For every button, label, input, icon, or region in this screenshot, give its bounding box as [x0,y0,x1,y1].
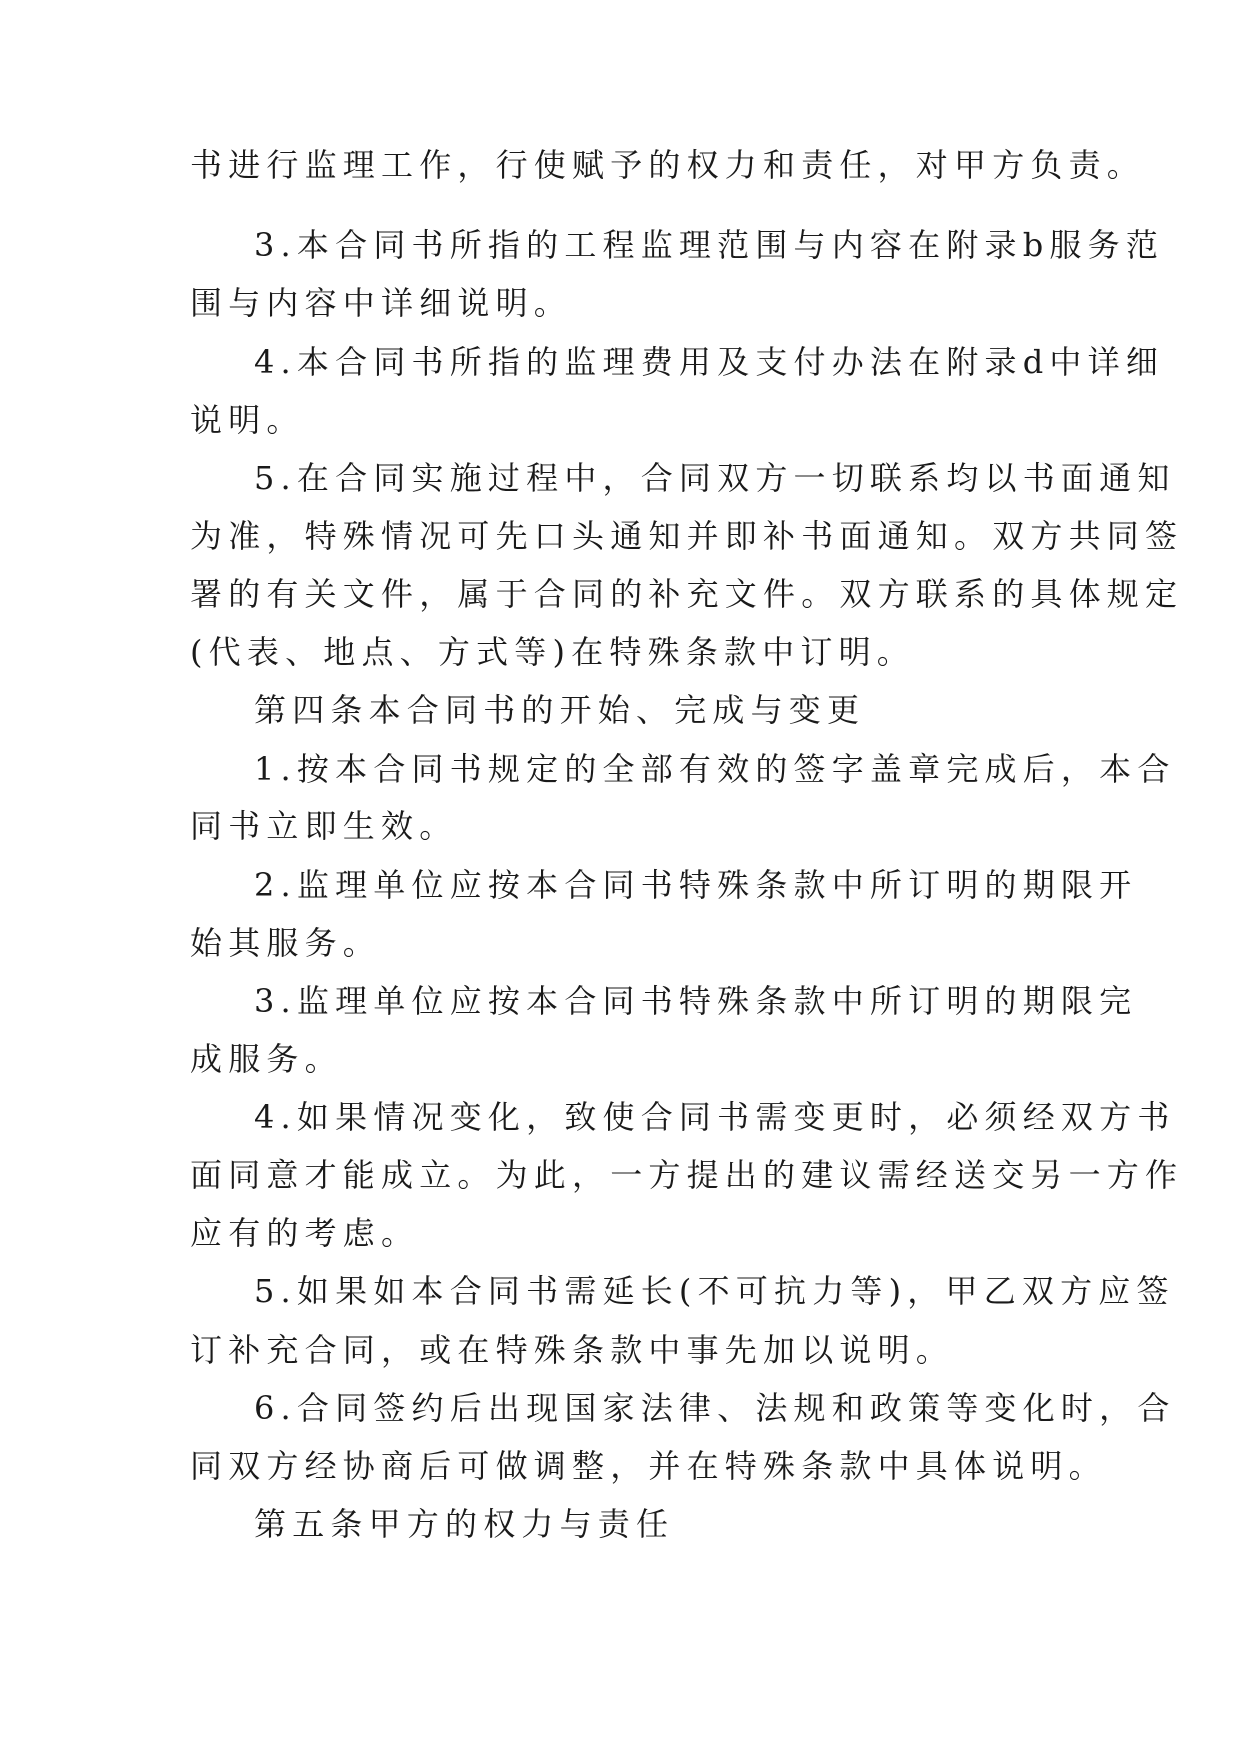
text-line: 说明。 [190,401,305,439]
text-line: 始其服务。 [190,924,382,962]
text-line: 书进行监理工作，行使赋予的权力和责任，对甲方负责。 [190,146,1146,184]
text-line: 5.在合同实施过程中，合同双方一切联系均以书面通知 [254,459,1176,497]
section-heading: 第五条甲方的权力与责任 [254,1505,675,1543]
text-line: 5.如果如本合同书需延长(不可抗力等)，甲乙双方应签 [254,1272,1175,1310]
text-line: 应有的考虑。 [190,1214,420,1252]
text-line: 面同意才能成立。为此，一方提出的建议需经送交另一方作 [190,1156,1184,1194]
text-line: 4.如果情况变化，致使合同书需变更时，必须经双方书 [254,1098,1176,1136]
text-line: 署的有关文件，属于合同的补充文件。双方联系的具体规定 [190,575,1184,613]
text-line: 6.合同签约后出现国家法律、法规和政策等变化时，合 [254,1389,1176,1427]
section-heading: 第四条本合同书的开始、完成与变更 [254,691,866,729]
text-line: 3.本合同书所指的工程监理范围与内容在附录b服务范 [254,226,1165,264]
text-line: 订补充合同，或在特殊条款中事先加以说明。 [190,1331,955,1369]
text-line: 3.监理单位应按本合同书特殊条款中所订明的期限完 [254,982,1138,1020]
text-line: (代表、地点、方式等)在特殊条款中订明。 [190,633,915,671]
text-line: 4.本合同书所指的监理费用及支付办法在附录d中详细 [254,343,1165,381]
text-line: 围与内容中详细说明。 [190,284,573,322]
text-line: 为准，特殊情况可先口头通知并即补书面通知。双方共同签 [190,517,1184,555]
text-line: 同书立即生效。 [190,807,458,845]
text-line: 成服务。 [190,1040,343,1078]
text-line: 1.按本合同书规定的全部有效的签字盖章完成后，本合 [254,750,1176,788]
text-line: 2.监理单位应按本合同书特殊条款中所订明的期限开 [254,866,1138,904]
text-line: 同双方经协商后可做调整，并在特殊条款中具体说明。 [190,1447,1107,1485]
